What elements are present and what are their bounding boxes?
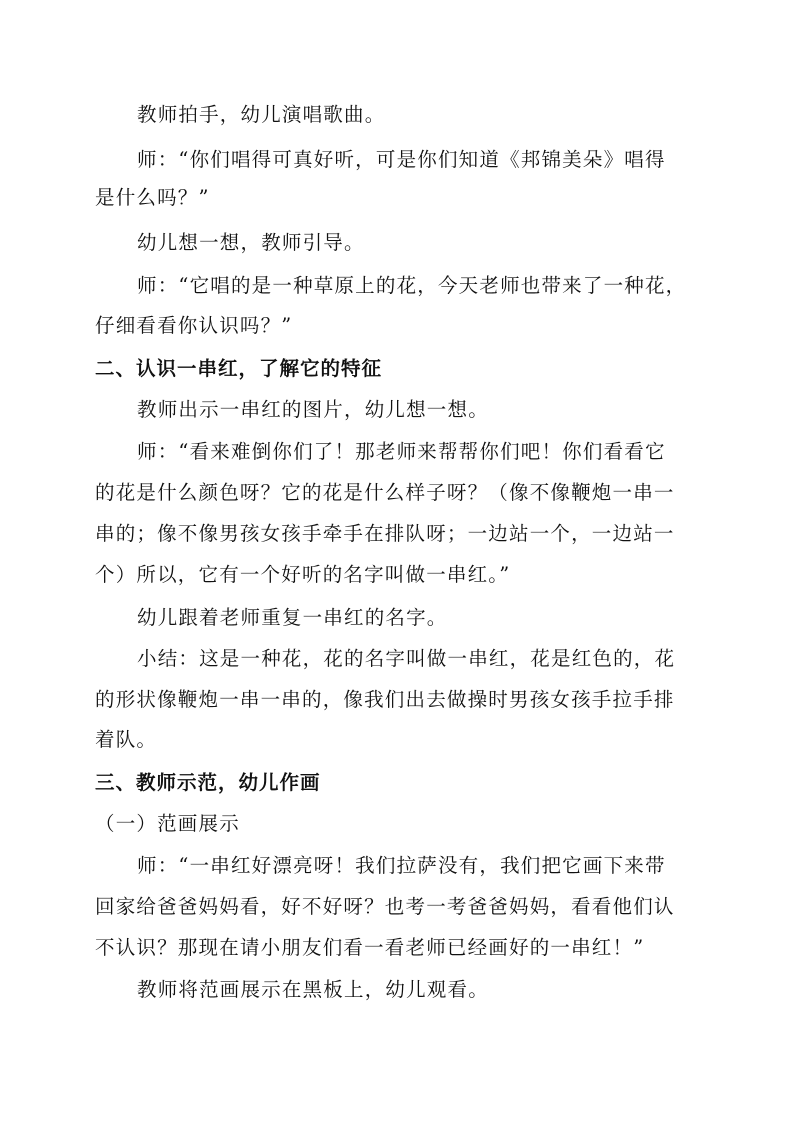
paragraph-line: 着队。: [95, 728, 158, 751]
paragraph-line: 师：“看来难倒你们了！那老师来帮帮你们吧！你们看看它: [137, 440, 666, 463]
paragraph-line: 的花是什么颜色呀？它的花是什么样子呀？（像不像鞭炮一串一: [95, 481, 675, 504]
paragraph-line: 不认识？那现在请小朋友们看一看老师已经画好的一串红！”: [95, 936, 645, 959]
paragraph-line: 师：“你们唱得可真好听，可是你们知道《邦锦美朵》唱得: [137, 148, 666, 171]
subsection-heading: （一）范画展示: [95, 812, 240, 835]
section-heading: 二、认识一串红，了解它的特征: [95, 357, 383, 380]
paragraph-line: 师：“一串红好漂亮呀！我们拉萨没有，我们把它画下来带: [137, 854, 666, 877]
paragraph-line: 是什么吗？”: [95, 186, 210, 209]
paragraph-line: 教师将范画展示在黑板上，幼儿观看。: [137, 978, 489, 1001]
paragraph-line: 幼儿想一想，教师引导。: [137, 231, 365, 254]
paragraph-line: 仔细看看你认识吗？”: [95, 314, 293, 337]
paragraph-line: 的形状像鞭炮一串一串的，像我们出去做操时男孩女孩手拉手排: [95, 688, 675, 711]
section-heading: 三、教师示范，幼儿作画: [95, 771, 321, 794]
paragraph-line: 教师拍手，幼儿演唱歌曲。: [137, 103, 386, 126]
paragraph-line: 串的；像不像男孩女孩手牵手在排队呀；一边站一个，一边站一: [95, 522, 675, 545]
paragraph-line: 师：“它唱的是一种草原上的花，今天老师也带来了一种花，: [137, 274, 687, 297]
paragraph-line: 个）所以，它有一个好听的名字叫做一串红。”: [95, 563, 511, 586]
paragraph-line: 教师出示一串红的图片，幼儿想一想。: [137, 398, 489, 421]
paragraph-line: 小结：这是一种花，花的名字叫做一串红，花是红色的，花: [137, 647, 676, 670]
paragraph-line: 幼儿跟着老师重复一串红的名字。: [137, 606, 448, 629]
paragraph-line: 回家给爸爸妈妈看，好不好呀？也考一考爸爸妈妈，看看他们认: [95, 895, 675, 918]
